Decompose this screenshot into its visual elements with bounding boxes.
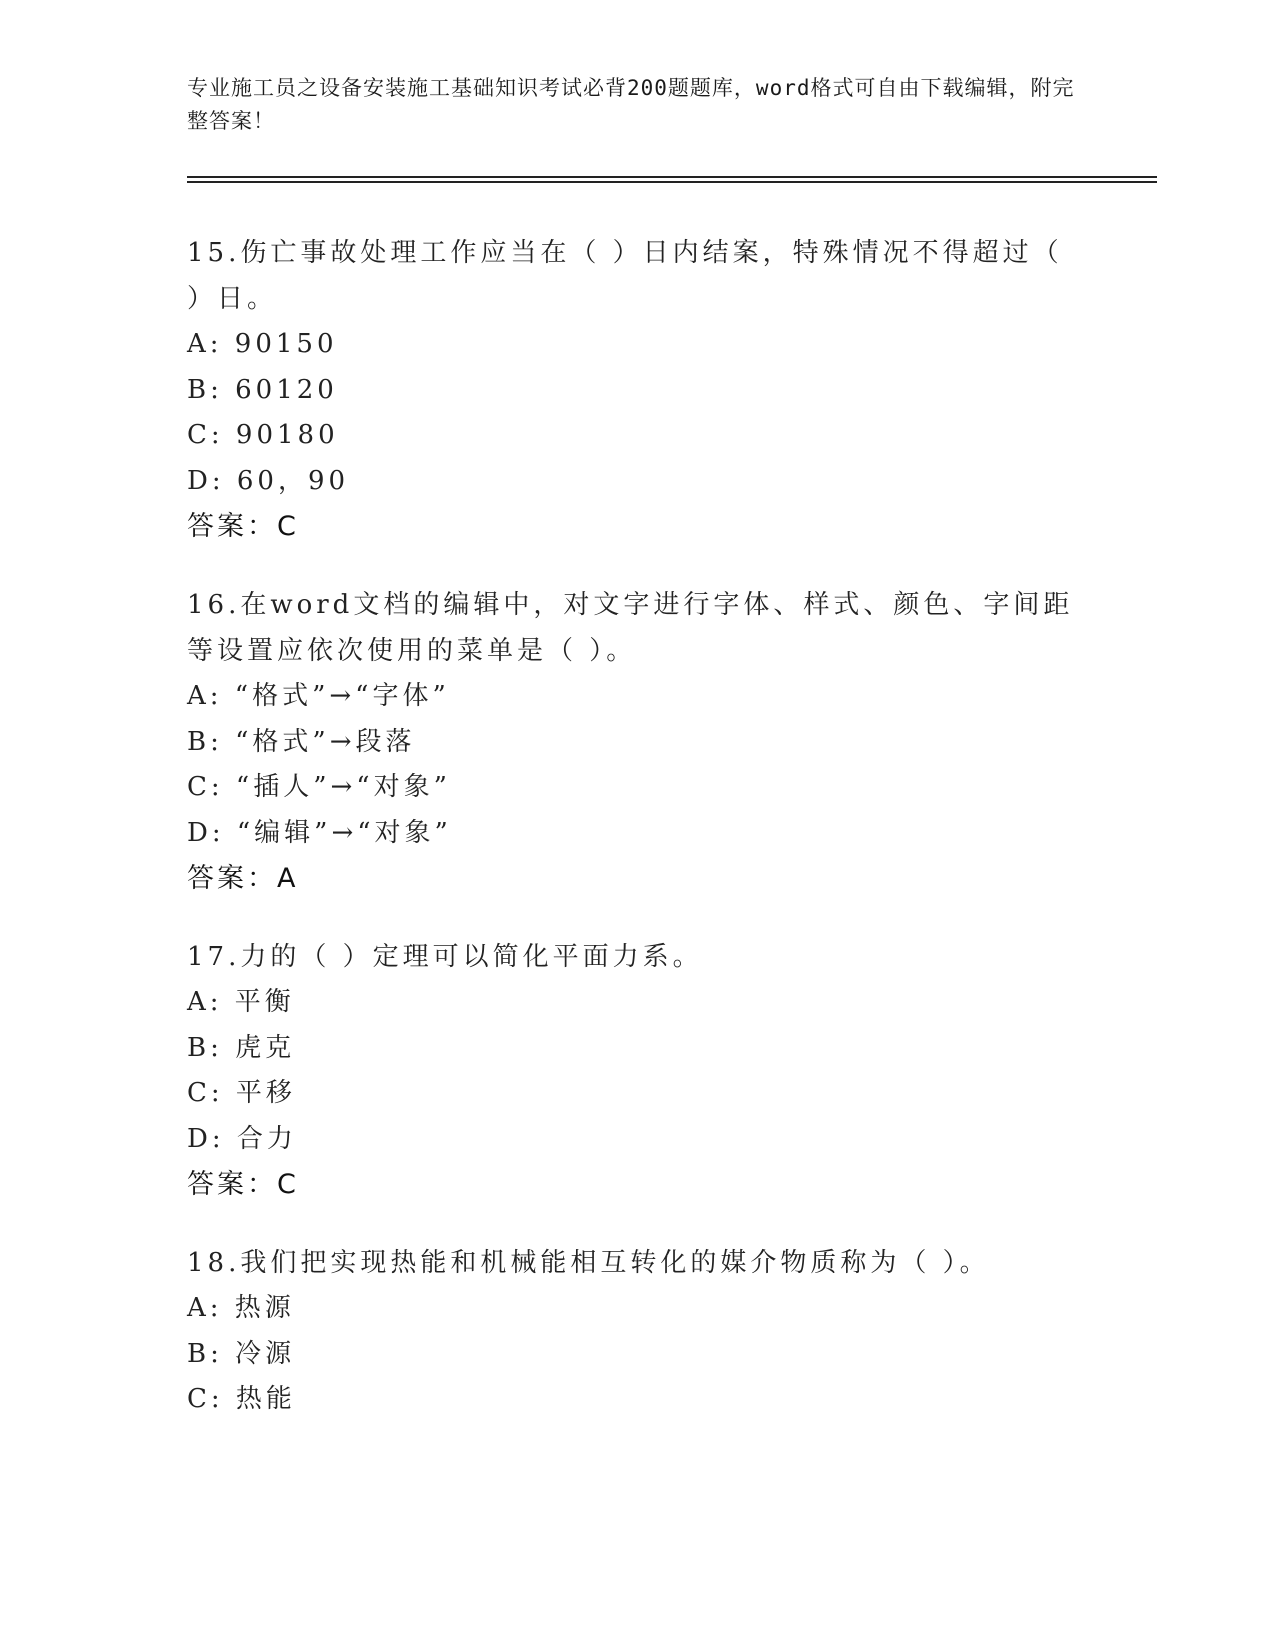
- question-16: [187, 582, 1077, 902]
- option-d: D: 合力: [187, 1123, 297, 1154]
- option-b: B: 60120: [187, 374, 338, 405]
- answer-label: 答案：C: [187, 1169, 299, 1200]
- header-divider-top: [187, 176, 1157, 178]
- option-c: C: 90180: [187, 420, 339, 450]
- option-a: A: 热源: [187, 1293, 295, 1323]
- option-a: A: 平衡: [187, 987, 295, 1017]
- question-17: [187, 934, 1077, 1208]
- answer-label: 答案：A: [187, 863, 299, 894]
- answer-label: 答案：C: [187, 511, 299, 542]
- option-b: B: 冷源: [187, 1338, 296, 1369]
- question-text: 15.伤亡事故处理工作应当在（ ）日内结案，特殊情况不得超过（ ）日。: [187, 238, 1063, 314]
- option-a: A: 90150: [187, 329, 338, 359]
- option-b: B: 虎克: [187, 1032, 296, 1063]
- question-text: 16.在word文档的编辑中，对文字进行字体、样式、颜色、字间距等设置应依次使用的菜单是（ ）。: [187, 590, 1074, 666]
- document-header-title: 专业施工员之设备安装施工基础知识考试必背200题题库，word格式可自由下载编辑，附完整答案！: [187, 76, 1075, 133]
- question-18: [187, 1240, 1077, 1423]
- option-a: A: “格式”→“字体”: [187, 681, 450, 711]
- option-b: B: “格式”→段落: [187, 726, 416, 757]
- option-d: D: 60，90: [187, 465, 350, 496]
- question-list: [187, 230, 1077, 1455]
- option-d: D: “编辑”→“对象”: [187, 817, 452, 848]
- header-divider-bottom: [187, 181, 1157, 183]
- option-c: C: “插人”→“对象”: [187, 772, 451, 802]
- option-c: C: 平移: [187, 1078, 296, 1108]
- question-15: [187, 230, 1077, 550]
- question-text: 17.力的（ ）定理可以简化平面力系。: [187, 942, 703, 972]
- question-text: 18.我们把实现热能和机械能相互转化的媒介物质称为（ ）。: [187, 1248, 990, 1278]
- option-c: C: 热能: [187, 1384, 296, 1414]
